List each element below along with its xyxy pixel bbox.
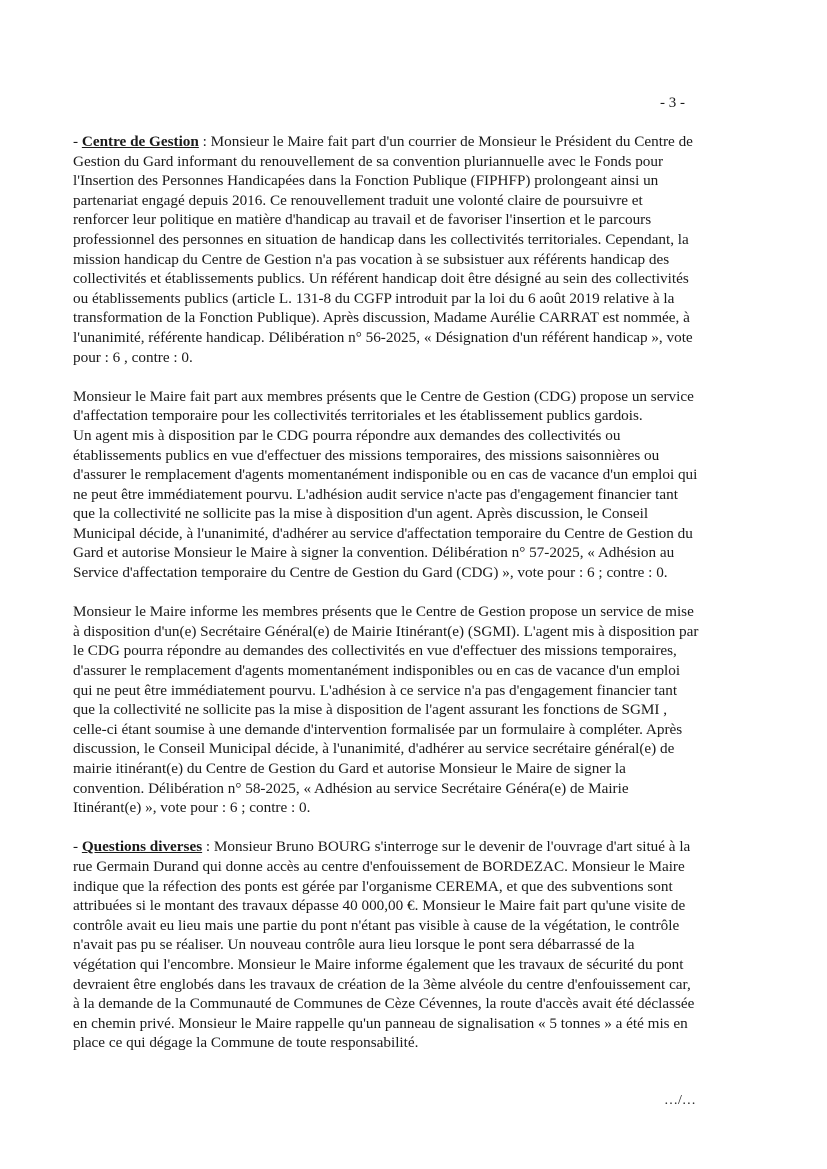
text-line: mission handicap du Centre de Gestion n'a pas vocation à se subsistuer aux référents handicap des xyxy=(73,250,670,268)
text-fragment: : Monsieur Bruno BOURG s'interroge sur le devenir de l'ouvrage d'art situé à la xyxy=(202,838,691,856)
text-line: d'affectation temporaire pour les collectivités territoriales et les établissement publics gardois. xyxy=(73,407,643,425)
section-heading: Questions diverses xyxy=(81,838,203,856)
section-questions-diverses xyxy=(73,837,773,1053)
text-line xyxy=(73,837,773,857)
text-line: celle-ci étant soumise à une demande d'intervention formalisée par un formulaire à compléter. Après xyxy=(73,720,683,738)
section-centre-de-gestion xyxy=(73,132,773,367)
text-line: d'assurer le remplacement d'agents momentanément indisponibles ou en cas de vacance d'un emploi xyxy=(73,662,681,680)
text-line: transformation de la Fonction Publique). Après discussion, Madame Aurélie CARRAT est nommée, à xyxy=(73,309,690,327)
section-prefix: - xyxy=(73,838,82,856)
text-line: que la collectivité ne sollicite pas la mise à disposition d'un agent. Après discussion, le Conseil xyxy=(73,505,649,523)
section-heading: Centre de Gestion xyxy=(81,133,199,150)
text-line: Un agent mis à disposition par le CDG pourra répondre aux demandes des collectivités ou xyxy=(73,426,621,444)
text-line: Itinérant(e) », vote pour : 6 ; contre : 0. xyxy=(73,799,311,817)
text-line: devraient être englobés dans les travaux de création de la 3ème alvéole du centre d'enfouissement car, xyxy=(73,975,691,993)
text-line: en chemin privé. Monsieur le Maire rappelle qu'un panneau de signalisation « 5 tonnes » a été mis en xyxy=(73,1014,688,1032)
page-number: - 3 - xyxy=(660,95,685,111)
text-line: à la demande de la Communauté de Communes de Cèze Cévennes, la route d'accès avait été déclassée xyxy=(73,995,695,1013)
text-line: place ce qui dégage la Commune de toute responsabilité. xyxy=(73,1034,419,1052)
paragraph-sgmi xyxy=(73,602,773,818)
text-line xyxy=(73,132,773,152)
section-prefix: - xyxy=(73,133,82,150)
text-line: établissements publics en vue d'effectuer des missions temporaires, des missions saisonnières ou xyxy=(73,446,660,464)
paragraph-affectation-temporaire xyxy=(73,387,773,583)
text-line: n'avait pas pu se réaliser. Un nouveau contrôle aura lieu lorsque le pont sera débarrassé de la xyxy=(73,936,635,954)
text-line: Service d'affectation temporaire du Centre de Gestion du Gard (CDG) », vote pour : 6 ; contre : 0. xyxy=(73,564,668,582)
text-line: indique que la réfection des ponts est gérée par l'organisme CEREMA, et que des subventions sont xyxy=(73,877,673,895)
text-line: rue Germain Durand qui donne accès au centre d'enfouissement de BORDEZAC. Monsieur le Maire xyxy=(73,857,685,875)
text-line: d'assurer le remplacement d'agents momentanément indisponible ou en cas de vacance d'un emploi qui xyxy=(73,466,698,484)
text-line: Municipal décide, à l'unanimité, d'adhérer au service d'affectation temporaire du Centre de Gestion du xyxy=(73,524,693,542)
document-body xyxy=(73,132,773,1073)
text-line: renforcer leur politique en matière d'handicap au travail et de favoriser l'insertion et le parcours xyxy=(73,211,652,229)
page-continuation-mark: …/… xyxy=(664,1093,696,1108)
text-line: végétation qui l'encombre. Monsieur le Maire informe également que les travaux de sécurité du pont xyxy=(73,955,684,973)
text-fragment: : Monsieur le Maire fait part d'un courrier de Monsieur le Président du Centre de xyxy=(198,133,693,150)
text-line: Gard et autorise Monsieur le Maire à signer la convention. Délibération n° 57-2025, « Adhésion au xyxy=(73,544,675,562)
text-line: mairie itinérant(e) du Centre de Gestion du Gard et autorise Monsieur le Maire de signer la xyxy=(73,760,626,777)
text-line: partenariat engagé depuis 2016. Ce renouvellement traduit une volonté claire de poursuivre et xyxy=(73,191,643,209)
text-line: qui ne peut être immédiatement pourvu. L'adhésion à ce service n'a pas d'engagement financier tant xyxy=(73,681,678,699)
text-line: Gestion du Gard informant du renouvellement de sa convention pluriannuelle avec le Fonds pour xyxy=(73,152,664,170)
text-line: convention. Délibération n° 58-2025, « Adhésion au service Secrétaire Généra(e) de Mairie xyxy=(73,779,629,797)
text-line: pour : 6 , contre : 0. xyxy=(73,348,193,366)
text-line: Monsieur le Maire informe les membres présents que le Centre de Gestion propose un service de mise xyxy=(73,603,694,621)
text-line: à disposition d'un(e) Secrétaire Général(e) de Mairie Itinérant(e) (SGMI). L'agent mis à disposition par xyxy=(73,622,699,640)
text-line: professionnel des personnes en situation de handicap dans les collectivités territoriales. Cependant, la xyxy=(73,230,689,248)
text-line: Monsieur le Maire fait part aux membres présents que le Centre de Gestion (CDG) propose un service xyxy=(73,387,694,405)
text-line: discussion, le Conseil Municipal décide, à l'unanimité, d'adhérer au service secrétaire général(e) de xyxy=(73,740,675,758)
text-line: ou établissements publics (article L. 131-8 du CGFP introduit par la loi du 6 août 2019 relative à la xyxy=(73,289,675,307)
text-line: le CDG pourra répondre au demandes des collectivités en vue d'effectuer des missions temporaires, xyxy=(73,642,677,660)
text-line: attribuées si le montant des travaux dépasse 40 000,00 €. Monsieur le Maire fait part qu'une visite de xyxy=(73,897,686,915)
text-line: collectivités et établissements publics. Un référent handicap doit être désigné au sein des collectivités xyxy=(73,270,689,288)
text-line: l'Insertion des Personnes Handicapées dans la Fonction Publique (FIPHFP) prolongeant ainsi un xyxy=(73,172,659,190)
text-line: que la collectivité ne sollicite pas la mise à disposition de l'agent assurant les fonctions de SGMI , xyxy=(73,701,668,719)
text-line: l'unanimité, référente handicap. Délibération n° 56-2025, « Désignation d'un référent handicap », vote xyxy=(73,328,693,346)
text-line: ne peut être immédiatement pourvu. L'adhésion audit service n'acte pas d'engagement financier tant xyxy=(73,485,678,503)
text-line: contrôle avait eu lieu mais une partie du pont n'étant pas visible à cause de la végétation, le contrôle xyxy=(73,916,680,934)
